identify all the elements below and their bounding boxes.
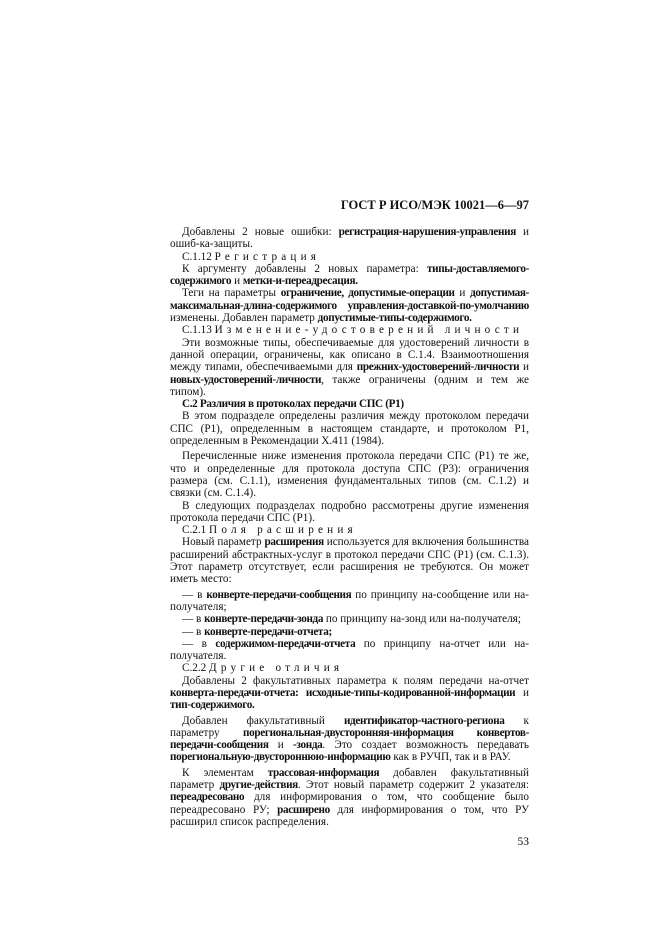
paragraph <box>170 638 529 663</box>
paragraph <box>170 410 529 447</box>
section-heading <box>170 524 529 536</box>
text-run: и ошиб-ка-защиты. <box>170 226 529 251</box>
text-run: по принципу на-зонд или на-получателя; <box>323 613 521 626</box>
text-run: и <box>515 686 529 699</box>
bold-term: расширения <box>264 536 324 549</box>
text-run: и <box>454 287 471 300</box>
text-run: К элементам <box>182 766 268 779</box>
text-run: Поля расширения <box>209 524 357 537</box>
bold-term: конверте-передачи-отчета; <box>204 625 332 638</box>
text-run: по принципу на-отчет или на-получателя. <box>170 637 529 663</box>
document-header: ГОСТ Р ИСО/МЭК 10021—6—97 <box>340 198 529 212</box>
bold-term: содержимом-передачи-отчета <box>215 637 356 650</box>
bold-term: метки-и-переадресация. <box>242 275 358 288</box>
text-run: С.1.13 <box>182 324 215 337</box>
text-run: Добавлен факультативный <box>182 714 344 727</box>
text-run: используется для включения большинства расширений абстрактных-услуг в протокол передачи СПС (Р1) (см. С.1.3). Этот параметр отсутствует, если расширения не требуются. Он может иметь место: <box>170 536 529 586</box>
text-run: для информирования о том, что сообщение было переадресовано РУ; <box>170 791 529 816</box>
section-heading <box>170 251 529 263</box>
text-run: Регистрация <box>214 250 321 263</box>
bold-term: допустимая-максимальная-длина-содержимого управления-доставкой-по-умолчанию <box>170 287 529 312</box>
paragraph <box>170 767 529 828</box>
paragraph <box>170 398 529 410</box>
text-run: С.2.2 <box>182 662 210 675</box>
bold-term: расширено <box>277 803 330 816</box>
text-run: изменены. Добавлен параметр <box>170 312 318 325</box>
paragraph <box>170 675 529 712</box>
document-body <box>170 226 529 828</box>
bold-term: типы-доставляемого-содержимого <box>170 262 529 288</box>
bold-term: порегиональную-двустороннюю-информацию <box>170 751 391 764</box>
bold-term: новых-удостоверений-личности <box>170 373 322 386</box>
paragraph <box>170 450 529 499</box>
bold-term: трассовая-информация <box>267 766 380 779</box>
bold-term: регистрация-нарушения-управления <box>338 226 516 238</box>
bold-term: конверта-передачи-отчета: исходные-типы-кодированной-информации <box>170 686 516 699</box>
paragraph <box>170 589 529 614</box>
section-heading <box>170 662 529 674</box>
text-column <box>170 226 529 849</box>
paragraph <box>170 613 529 625</box>
text-run: К аргументу добавлены 2 новых параметра: <box>182 262 427 275</box>
text-run: и <box>231 275 243 288</box>
text-run: В следующих подразделах подробно рассмотрены другие изменения протокола передачи СПС (Р1). <box>170 499 529 524</box>
text-run: . Этот новый параметр содержит 2 указателя: <box>297 779 529 792</box>
text-run: Перечисленные ниже изменения протокола передачи СПС (Р1) те же, что и определенные для протокола доступа СПС (Р3): ограничения размера (см. С.1.1), изменения фундаментальных типов (см. С.1.2) и связки (см. С.1.4). <box>170 450 529 500</box>
text-run: , также ограничены (одним и тем же типом). <box>170 373 529 398</box>
paragraph <box>170 226 529 251</box>
text-run: . Это создает возможность передавать <box>322 739 529 752</box>
text-run: к параметру <box>170 714 529 739</box>
bold-term: -зонда <box>293 739 323 752</box>
text-run: Новый параметр <box>182 536 265 549</box>
paragraph <box>170 287 529 324</box>
section-heading <box>170 324 529 336</box>
paragraph <box>170 715 529 764</box>
text-run: добавлен факультативный параметр <box>170 766 529 792</box>
text-run: С.1.12 <box>182 250 215 263</box>
bold-term: конверте-передачи-сообщения <box>206 588 352 601</box>
text-run: Другие отличия <box>209 662 344 675</box>
text-run: и <box>268 739 294 752</box>
text-run: — в <box>182 637 216 650</box>
bold-term: тип-содержимого. <box>170 699 255 712</box>
bold-term: идентификатор-частного-региона <box>343 714 505 727</box>
paragraph <box>170 263 529 288</box>
bold-term: переадресовано <box>170 791 245 804</box>
bold-term: конверте-передачи-зонда <box>204 613 324 626</box>
text-run: — в <box>182 625 205 638</box>
paragraph <box>170 337 529 398</box>
paragraph <box>170 626 529 638</box>
bold-term: порегиональная-двусторонняя-информация конвертов-передачи-сообщения <box>170 726 529 752</box>
text-run: по принципу на-сообщение или на-получателя; <box>170 588 529 613</box>
text-run: — в <box>182 613 205 626</box>
text-run: Добавлены 2 новые ошибки: <box>182 226 339 238</box>
text-run: Теги на параметры <box>182 287 281 300</box>
bold-term: ограничение, допустимые-операции <box>280 287 455 300</box>
text-run: Эти возможные типы, обеспечиваемые для удостоверений личности в данной операции, ограничены, как описано в С.1.4. Взаимоотношения между типами, обеспечиваемыми для <box>170 336 529 374</box>
page-number: 53 <box>517 836 529 849</box>
bold-term: другие-действия <box>219 779 298 792</box>
paragraph <box>170 536 529 585</box>
text-run: и <box>519 361 529 374</box>
bold-term: С.2 Различия в протоколах передачи СПС (Р1) <box>182 398 404 411</box>
text-run: В этом подразделе определены различия между протоколом передачи СПС (Р1), определенным в настоящем стандарте, и протоколом Р1, определенным в Рекомендации Х.411 (1984). <box>170 410 529 448</box>
text-run: С.2.1 <box>182 524 210 537</box>
text-run: Добавлены 2 факультативных параметра к полям передачи на-отчет <box>182 674 529 687</box>
bold-term: допустимые-типы-содержимого. <box>317 312 472 325</box>
text-run: для информирования о том, что РУ расширил список распределения. <box>170 803 529 828</box>
text-run: как в РУЧП, так и в РАУ. <box>390 751 511 764</box>
bold-term: прежних-удостоверений-личности <box>356 361 520 374</box>
text-run: — в <box>182 588 207 601</box>
paragraph <box>170 500 529 525</box>
text-run: Изменение-удостоверений личности <box>214 324 524 337</box>
